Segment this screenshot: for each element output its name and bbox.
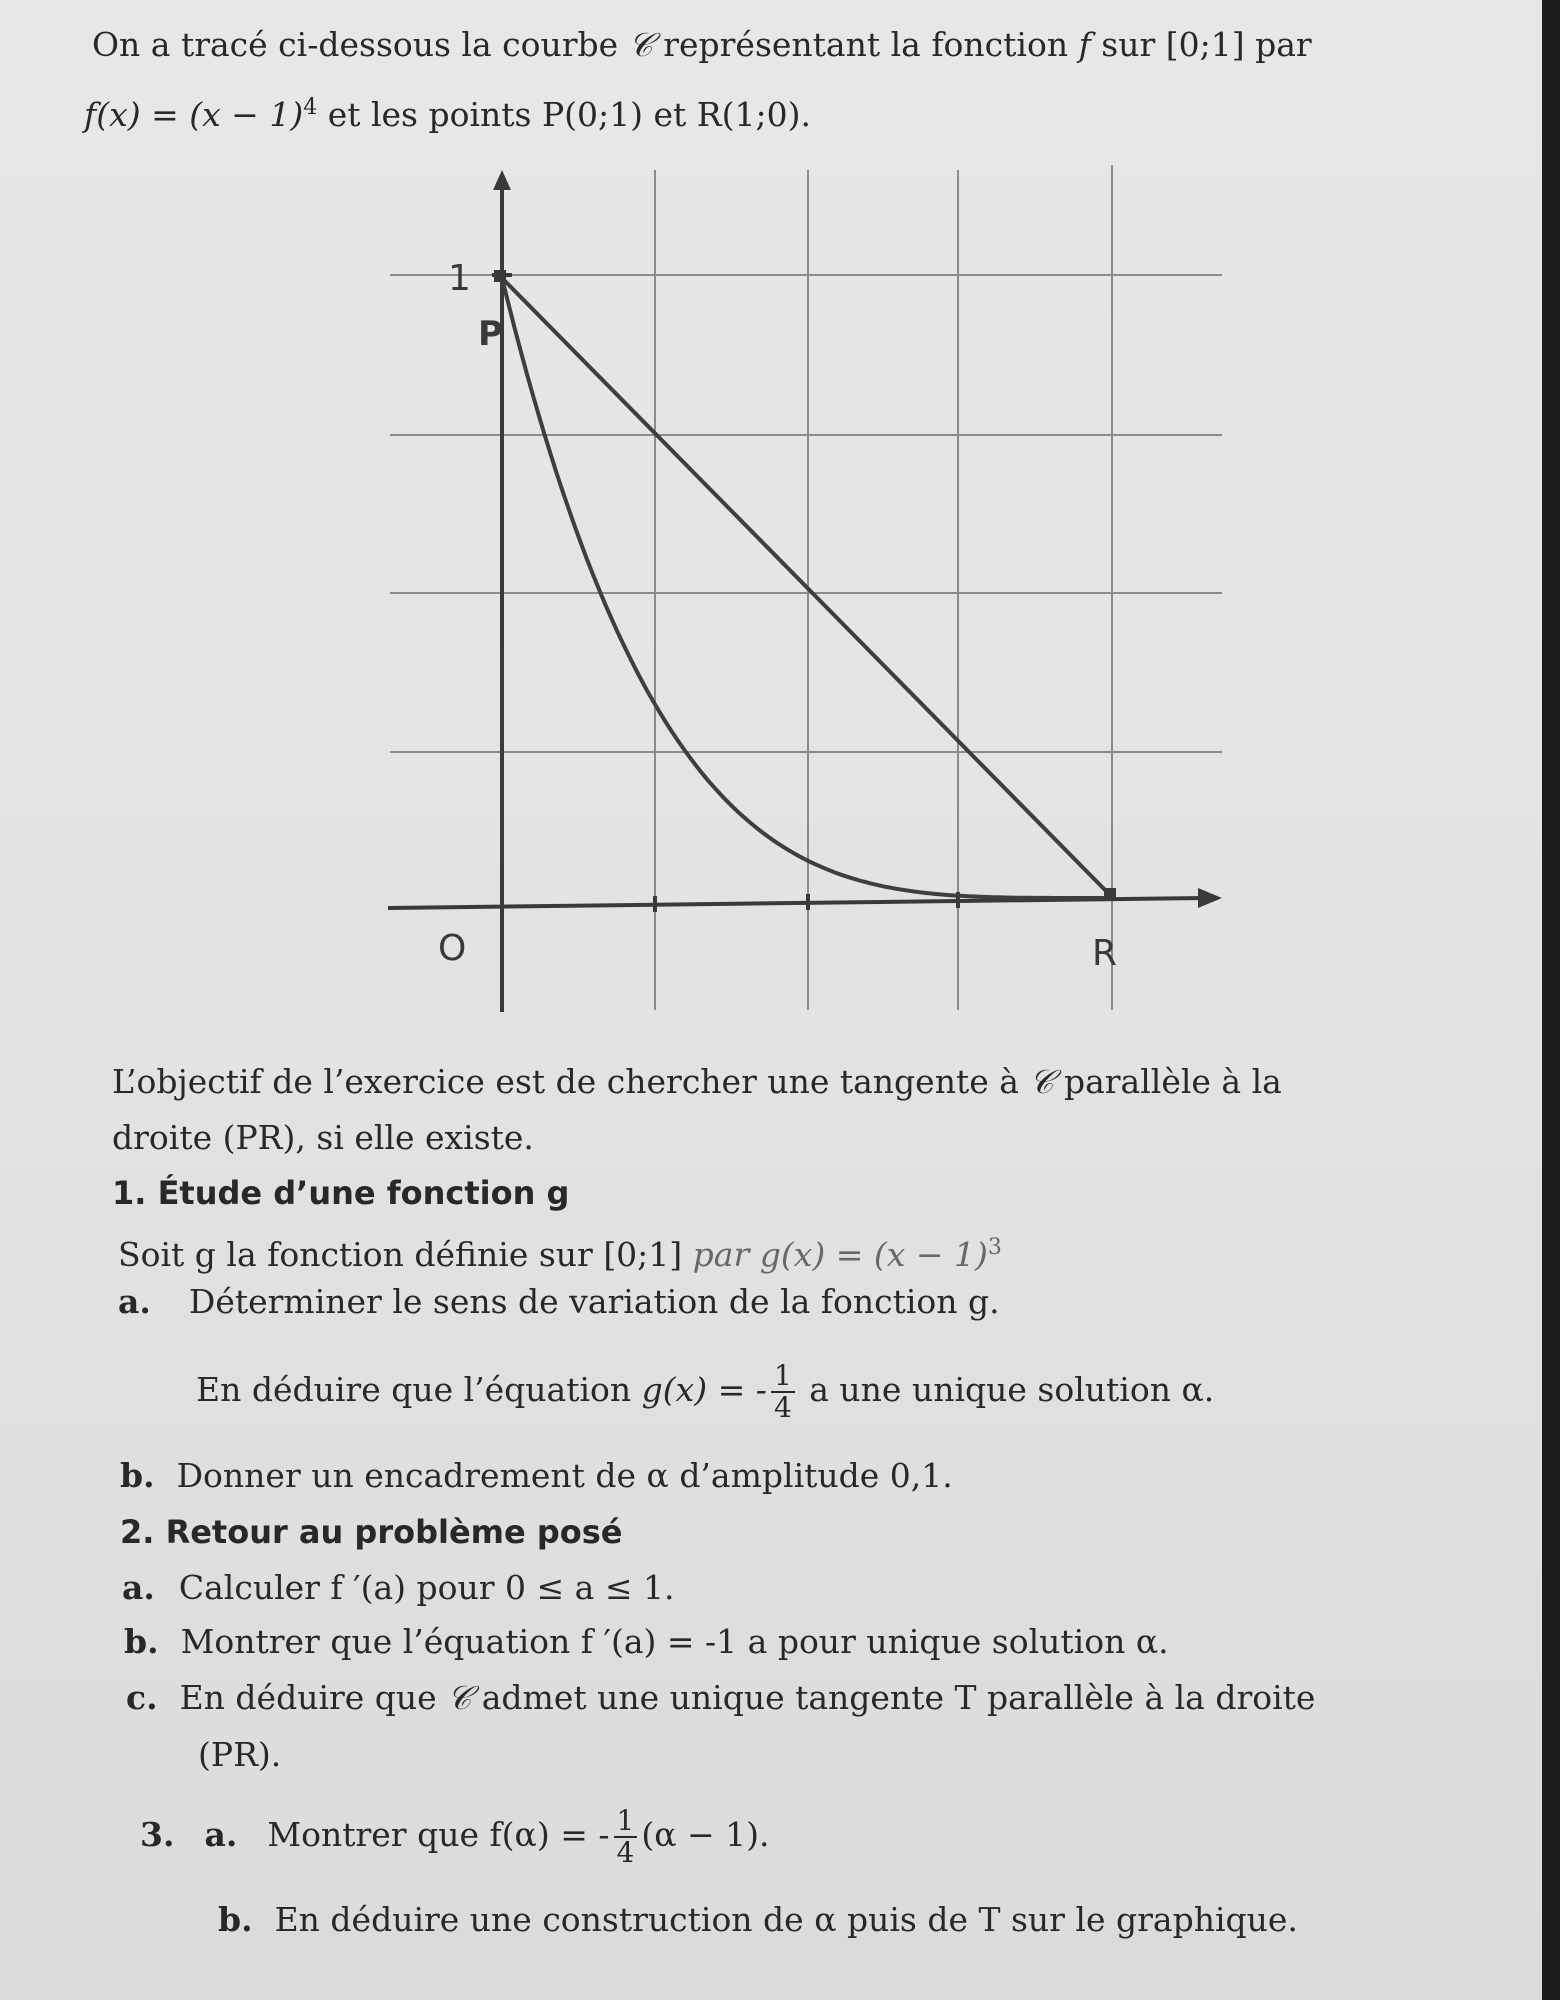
fraction-one-quarter xyxy=(614,1806,638,1868)
x-axis-arrow xyxy=(1198,888,1222,908)
curve-symbol: 𝒞 xyxy=(447,1678,472,1717)
part2-question-c2: (PR). xyxy=(198,1735,282,1774)
part1-heading: 1. Étude d’une fonction g xyxy=(112,1174,570,1212)
axes xyxy=(388,178,1205,1012)
part1-interval: [0;1] xyxy=(603,1235,683,1274)
point-p-marker xyxy=(494,270,506,282)
formula-exponent: 4 xyxy=(303,95,318,120)
points-text: et les points P(0;1) et R(1;0). xyxy=(317,95,811,134)
part3-question-a xyxy=(140,1800,769,1870)
question-text: Montrer que f(α) = - xyxy=(267,1815,610,1854)
part1-question-a xyxy=(118,1282,1000,1322)
intro-text: par xyxy=(1244,25,1312,64)
question-text: Calculer f ′(a) pour 0 ≤ a ≤ 1. xyxy=(178,1568,675,1607)
question-label: b. xyxy=(124,1622,159,1661)
objective-text: L’objectif de l’exercice est de chercher une tangente à xyxy=(112,1062,1030,1101)
question-label: a. xyxy=(204,1815,238,1854)
intro-text: sur xyxy=(1090,25,1166,64)
objective-text: parallèle à la xyxy=(1053,1062,1282,1101)
question-number: 3. xyxy=(140,1815,175,1854)
y-axis-arrow xyxy=(493,170,511,190)
objective-line-2: droite (PR), si elle existe. xyxy=(112,1118,534,1157)
fraction-numerator: 1 xyxy=(771,1361,795,1393)
question-text: Donner un encadrement de α d’amplitude 0,1. xyxy=(176,1456,953,1495)
question-label: a. xyxy=(118,1282,151,1321)
question-text: Montrer que l’équation f ′(a) = -1 a pour unique solution α. xyxy=(180,1622,1169,1661)
question-text: En déduire une construction de α puis de T sur le graphique. xyxy=(274,1900,1298,1939)
question-label: b. xyxy=(218,1900,253,1939)
point-p-label: P xyxy=(478,314,503,354)
fraction-one-quarter xyxy=(771,1361,795,1423)
function-formula: f(x) = (x − 1) xyxy=(84,95,304,134)
question-text: En déduire que xyxy=(179,1678,448,1717)
question-label: b. xyxy=(120,1456,155,1495)
y-tick-label-1: 1 xyxy=(448,258,471,299)
interval: [0;1] xyxy=(1165,25,1245,64)
question-text: admet une unique tangente T parallèle à la droite xyxy=(471,1678,1316,1717)
line-pr xyxy=(502,278,1108,893)
g-exponent: 3 xyxy=(987,1235,1002,1260)
question-text: Déterminer le sens de variation de la fonction g. xyxy=(188,1282,1000,1321)
point-r-label: R xyxy=(1092,933,1118,974)
fraction-denominator: 4 xyxy=(616,1836,635,1869)
part1-intro xyxy=(118,1228,1002,1275)
curve-symbol: 𝒞 xyxy=(1029,1062,1054,1101)
question-label: c. xyxy=(126,1678,158,1717)
g-definition: par g(x) = (x − 1) xyxy=(682,1235,988,1274)
intro-text: représentant la fonction xyxy=(652,25,1079,64)
question-text: a une unique solution α. xyxy=(798,1370,1215,1409)
curve-symbol: 𝒞 xyxy=(628,25,653,64)
background-edge xyxy=(1542,0,1560,2000)
fraction-numerator: 1 xyxy=(614,1806,638,1838)
point-r-marker xyxy=(1104,888,1116,900)
part1-question-b xyxy=(120,1456,953,1496)
part2-heading: 2. Retour au problème posé xyxy=(120,1513,623,1551)
function-name: f xyxy=(1078,25,1091,64)
intro-text: On a tracé ci-dessous la courbe xyxy=(92,25,629,64)
question-text: En déduire que l’équation xyxy=(196,1370,642,1409)
question-text: (α − 1). xyxy=(641,1815,770,1854)
part2-question-a xyxy=(122,1568,674,1608)
part2-question-c xyxy=(126,1678,1315,1718)
part1-question-a2 xyxy=(196,1355,1214,1425)
part3-question-b xyxy=(218,1900,1298,1940)
question-label: a. xyxy=(122,1568,155,1607)
origin-label: O xyxy=(438,928,467,969)
objective-line-1 xyxy=(112,1062,1282,1102)
part1-intro-text: Soit g la fonction définie sur xyxy=(118,1235,604,1274)
fraction-denominator: 4 xyxy=(773,1391,792,1424)
equation: g(x) = - xyxy=(641,1370,767,1409)
part2-question-b xyxy=(124,1622,1169,1662)
